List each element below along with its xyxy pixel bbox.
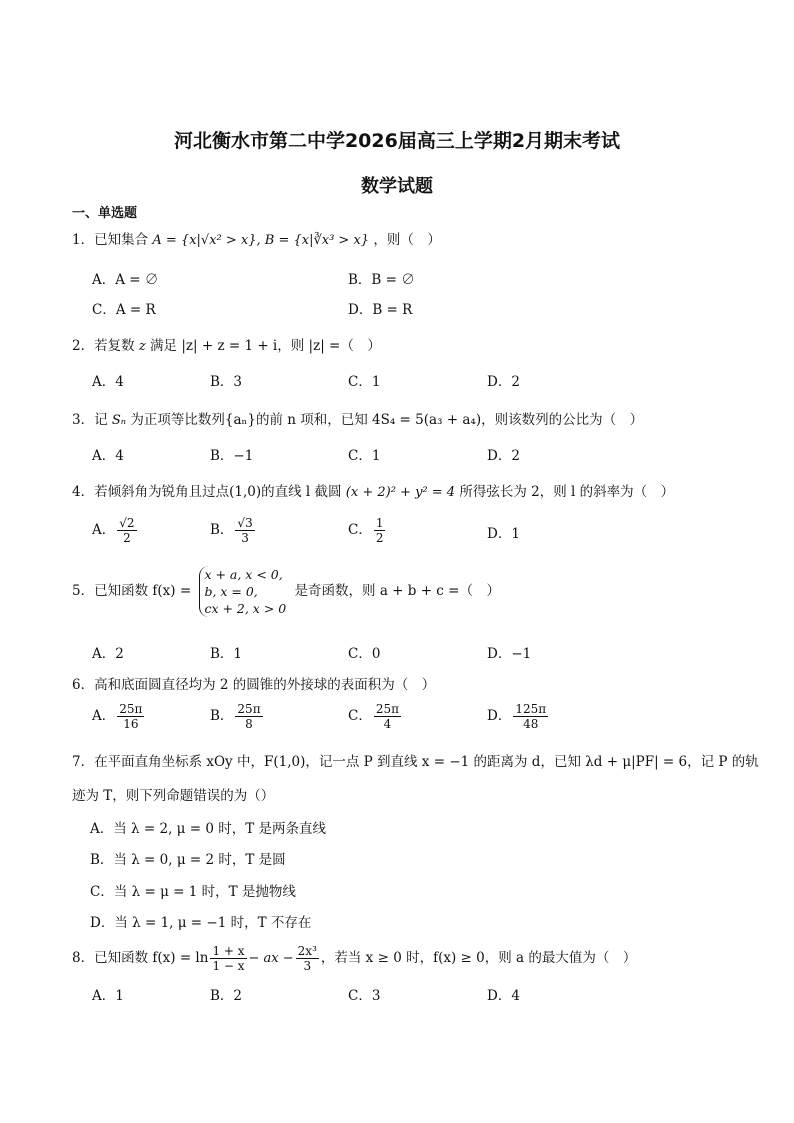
denominator: 2 [123,531,131,545]
fraction [117,702,144,731]
option-7c[interactable]: C．当 λ = μ = 1 时，T 是抛物线 [90,884,296,900]
question-stem: 7．在平面直角坐标系 xOy 中，F(1,0)，记一点 P 到直线 x = −1 的距离为 d，已知 λd + μ|PF| = 6，记 P 的轨 [72,754,759,770]
case-line: b, x = 0, [204,584,258,599]
denominator: 8 [245,717,253,731]
exam-subtitle: 数学试题 [361,176,433,197]
numerator: 25π [119,702,143,716]
case-line: x + a, x < 0, [204,567,283,582]
numerator: √2 [119,516,135,530]
option-8d[interactable]: D．4 [487,988,520,1004]
option-label: B． [210,522,234,538]
question-stem-end: 满足 |z| + z = 1 + i，则 |z| =（ ） [150,338,381,354]
numerator: 2x³ [297,944,317,958]
question-math: Sₙ [111,413,127,428]
question-math: (x + 2)² + y² = 4 [345,485,456,500]
option-2a[interactable]: A．4 [92,374,124,390]
numerator: 1 + x [212,944,245,958]
question-3 [72,410,643,431]
option-8a[interactable]: A．1 [92,988,124,1004]
denominator: 2 [375,531,384,545]
question-stem: 1．已知集合 [72,232,149,248]
option-6b[interactable] [210,702,265,731]
option-label: A． [92,522,116,538]
denominator: 3 [241,531,249,545]
fraction [296,944,319,973]
numerator: 1 [375,516,384,530]
fraction [235,516,254,545]
piecewise-cases [199,566,286,617]
option-1b[interactable]: B．B = ∅ [348,272,415,288]
option-8b[interactable]: B．2 [210,988,243,1004]
option-2c[interactable]: C．1 [348,374,381,390]
question-7-cont [72,786,274,806]
fraction [117,516,136,545]
option-label: A． [92,708,116,724]
numerator: 25π [375,702,399,716]
fraction [513,702,548,731]
denominator: 1 − x [212,959,245,973]
fraction [374,702,401,731]
question-stem-end: ，若当 x ≥ 0 时，f(x) ≥ 0，则 a 的最大值为（ ） [320,950,637,966]
option-7b[interactable]: B．当 λ = 0, μ = 2 时，T 是圆 [90,852,286,868]
option-label: B． [210,708,234,724]
question-stem: 5．已知函数 f(x) = [72,583,192,599]
option-3a[interactable]: A．4 [92,448,124,464]
question-stem: 8．已知函数 f(x) = ln [72,950,209,966]
option-3b[interactable]: B．−1 [210,448,254,464]
question-stem: 6．高和底面圆直径均为 2 的圆锥的外接球的表面积为（ ） [72,677,436,693]
question-7 [72,752,759,772]
option-6a[interactable] [92,702,146,731]
option-4b[interactable] [210,516,257,545]
option-1c[interactable]: C．A = R [92,302,156,318]
question-stem-end: 迹为 T，则下列命题错误的为（） [72,788,275,804]
option-3d[interactable]: D．2 [487,448,520,464]
option-4d[interactable]: D．1 [487,526,520,542]
question-stem-end: 是奇函数，则 a + b + c =（ ） [294,583,500,599]
question-stem: 4．若倾斜角为锐角且过点(1,0)的直线 l 截圆 [72,484,342,500]
question-math: A = {x|√x² > x}, B = {x|∛x³ > x} [152,233,370,248]
question-stem-end: 为正项等比数列{aₙ}的前 n 项和，已知 4S₄ = 5(a₃ + a₄)，则该数列的公比为（ ） [130,412,644,428]
case-line: cx + 2, x > 0 [204,601,287,616]
option-7a[interactable]: A．当 λ = 2, μ = 0 时，T 是两条直线 [90,821,327,837]
option-4c[interactable] [348,516,387,545]
option-1d[interactable]: D．B = R [348,302,413,318]
numerator: 25π [237,702,261,716]
option-2d[interactable]: D．2 [487,374,520,390]
question-stem-end: 所得弦长为 2，则 l 的斜率为（ ） [459,484,675,500]
question-math: − ax − [248,951,294,966]
numerator: 125π [515,702,547,716]
denominator: 48 [523,717,539,731]
question-stem: 3．记 [72,412,108,428]
option-label: C． [348,708,372,724]
option-7d[interactable]: D．当 λ = 1, μ = −1 时，T 不存在 [90,915,312,931]
option-4a[interactable] [92,516,139,545]
question-2 [72,336,381,357]
exam-title: 河北衡水市第二中学2026届高三上学期2月期末考试 [173,130,621,152]
numerator: √3 [237,516,253,530]
option-5c[interactable]: C．0 [348,646,381,662]
option-5d[interactable]: D．−1 [487,646,532,662]
fraction [374,516,386,545]
option-5b[interactable]: B．1 [210,646,243,662]
question-4 [72,482,674,503]
denominator: 3 [303,959,312,973]
option-3c[interactable]: C．1 [348,448,381,464]
fraction [235,702,262,731]
option-8c[interactable]: C．3 [348,988,381,1004]
option-label: D． [487,708,512,724]
section-heading: 一、单选题 [72,206,138,221]
option-1a[interactable]: A．A = ∅ [92,272,159,288]
question-6 [72,675,435,695]
question-1 [72,230,441,251]
option-6d[interactable] [487,702,550,731]
fraction [210,944,246,973]
option-label: C． [348,522,372,538]
denominator: 16 [123,717,139,731]
question-math: z [138,339,146,354]
option-6c[interactable] [348,702,403,731]
question-stem-end: ，则（ ） [373,232,441,248]
option-2b[interactable]: B．3 [210,374,243,390]
question-5 [72,566,500,617]
denominator: 4 [383,717,392,731]
question-8 [72,944,636,973]
question-stem: 2．若复数 [72,338,135,354]
option-5a[interactable]: A．2 [92,646,124,662]
